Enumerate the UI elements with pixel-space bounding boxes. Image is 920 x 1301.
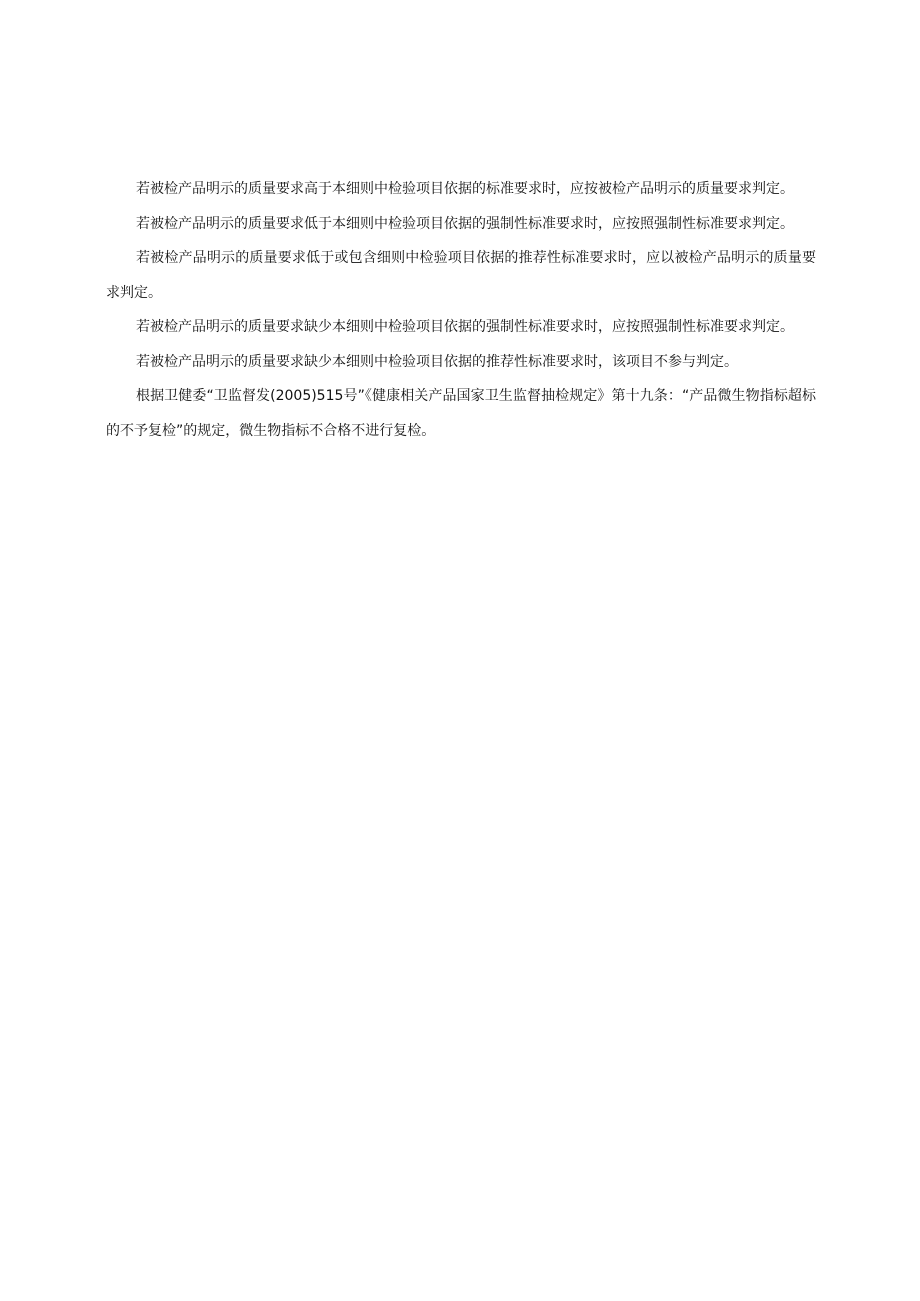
- paragraph-claimed-higher: 若被检产品明示的质量要求高于本细则中检验项目依据的标准要求时，应按被检产品明示的质量要求判定。: [136, 181, 794, 197]
- paragraph-missing-mandatory: 若被检产品明示的质量要求缺少本细则中检验项目依据的强制性标准要求时，应按照强制性标准要求判定。: [136, 319, 794, 335]
- paragraph-missing-recommended: 若被检产品明示的质量要求缺少本细则中检验项目依据的推荐性标准要求时，该项目不参与判定。: [136, 353, 738, 370]
- paragraph-claimed-lower-mandatory: 若被检产品明示的质量要求低于本细则中检验项目依据的强制性标准要求时，应按照强制性标准要求判定。: [136, 215, 794, 232]
- document-body: [106, 172, 816, 448]
- paragraph-microbial-recheck: 根据卫健委“卫监督发(2005)515号”《健康相关产品国家卫生监督抽检规定》第十九条：“产品微生物指标超标的不予复检”的规定，微生物指标不合格不进行复检。: [106, 388, 816, 439]
- paragraph-claimed-lower-recommended: 若被检产品明示的质量要求低于或包含细则中检验项目依据的推荐性标准要求时，应以被检产品明示的质量要求判定。: [106, 250, 816, 301]
